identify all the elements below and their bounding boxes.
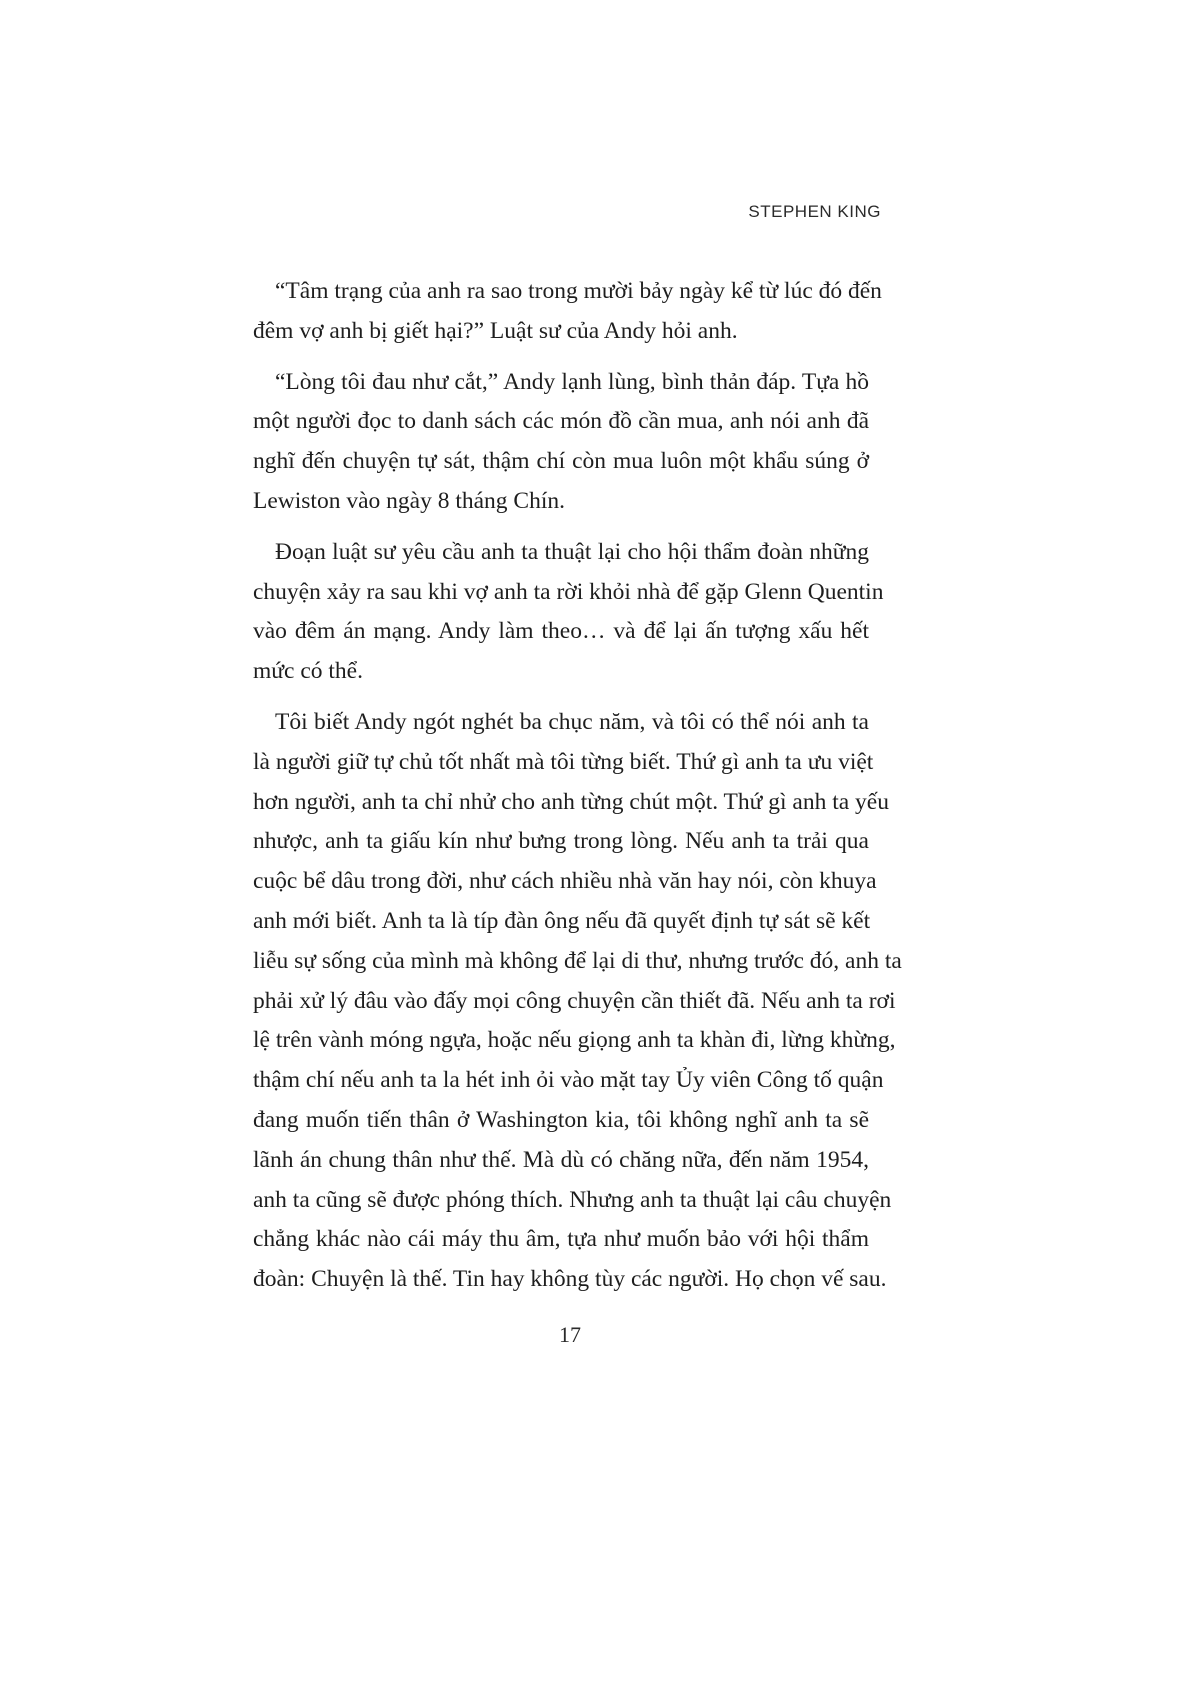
text-line: là người giữ tự chủ tốt nhất mà tôi từng biết. Thứ gì anh ta ưu việt (253, 748, 874, 775)
text-line: cuộc bể dâu trong đời, như cách nhiều nhà văn hay nói, còn khuya (253, 868, 877, 895)
text-line: một người đọc to danh sách các món đồ cần mua, anh nói anh đã (253, 408, 869, 435)
text-line: vào đêm án mạng. Andy làm theo… và để lại ấn tượng xấu hết (253, 618, 869, 645)
running-header: STEPHEN KING (748, 202, 881, 221)
text-line: mức có thể. (253, 658, 363, 685)
text-line: Đoạn luật sư yêu cầu anh ta thuật lại cho hội thẩm đoàn những (275, 538, 869, 565)
text-line: “Lòng tôi đau như cắt,” Andy lạnh lùng, bình thản đáp. Tựa hồ (275, 368, 869, 395)
text-line: đêm vợ anh bị giết hại?” Luật sư của Andy hỏi anh. (253, 317, 738, 344)
text-line: nhược, anh ta giấu kín như bưng trong lòng. Nếu anh ta trải qua (253, 828, 869, 855)
paragraph (253, 272, 882, 352)
text-line: đoàn: Chuyện là thế. Tin hay không tùy các người. Họ chọn vế sau. (253, 1266, 887, 1293)
text-line: liễu sự sống của mình mà không để lại di thư, nhưng trước đó, anh ta (253, 947, 902, 974)
text-line: anh mới biết. Anh ta là típ đàn ông nếu đã quyết định tự sát sẽ kết (253, 907, 871, 934)
text-line: hơn người, anh ta chỉ nhử cho anh từng chút một. Thứ gì anh ta yếu (253, 788, 889, 815)
text-line: chẳng khác nào cái máy thu âm, tựa như muốn bảo với hội thẩm (253, 1226, 869, 1253)
paragraph (253, 363, 869, 522)
text-line: chuyện xảy ra sau khi vợ anh ta rời khỏi nhà để gặp Glenn Quentin (253, 578, 884, 605)
text-line: phải xử lý đâu vào đấy mọi công chuyện cần thiết đã. Nếu anh ta rơi (253, 987, 896, 1014)
text-line: Lewiston vào ngày 8 tháng Chín. (253, 487, 565, 514)
text-line: lãnh án chung thân như thế. Mà dù có chăng nữa, đến năm 1954, (253, 1146, 869, 1173)
text-line: thậm chí nếu anh ta la hét inh ỏi vào mặt tay Ủy viên Công tố quận (253, 1067, 884, 1094)
paragraph (253, 703, 902, 1300)
text-line: đang muốn tiến thân ở Washington kia, tôi không nghĩ anh ta sẽ (253, 1106, 869, 1133)
page-number: 17 (559, 1322, 581, 1347)
text-line: nghĩ đến chuyện tự sát, thậm chí còn mua luôn một khẩu súng ở (253, 448, 869, 475)
text-line: lệ trên vành móng ngựa, hoặc nếu giọng anh ta khàn đi, lừng khừng, (253, 1027, 896, 1054)
text-line: Tôi biết Andy ngót nghét ba chục năm, và tôi có thể nói anh ta (275, 708, 869, 735)
body-text (253, 272, 902, 1311)
text-line: anh ta cũng sẽ được phóng thích. Nhưng anh ta thuật lại câu chuyện (253, 1186, 892, 1213)
text-line: “Tâm trạng của anh ra sao trong mười bảy ngày kể từ lúc đó đến (275, 278, 882, 304)
paragraph (253, 533, 884, 692)
